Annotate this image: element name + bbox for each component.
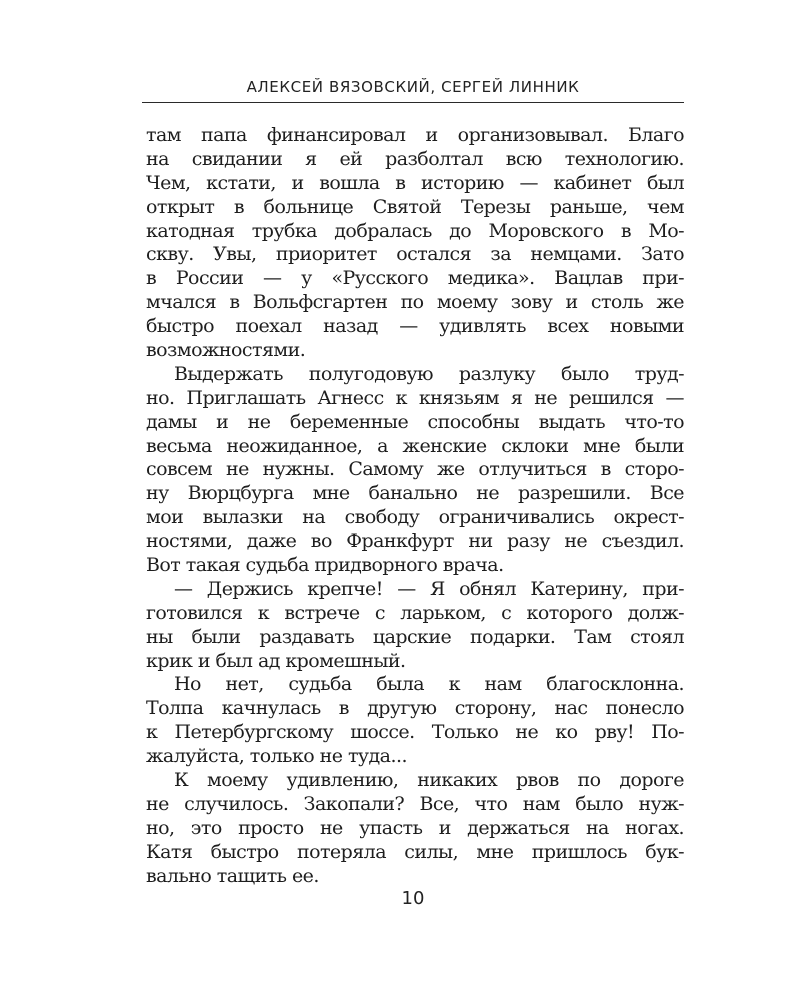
text-line: Толпа качнулась в другую сторону, нас понесло xyxy=(146,697,684,720)
text-line: в России — у «Русского медика». Вацлав при- xyxy=(146,267,684,290)
text-line: К моему удивлению, никаких рвов по дороге xyxy=(174,769,684,792)
running-head: АЛЕКСЕЙ ВЯЗОВСКИЙ, СЕРГЕЙ ЛИННИК xyxy=(246,78,580,96)
text-line: ну Вюрцбурга мне банально не разрешили. Все xyxy=(146,482,684,505)
text-line: но, это просто не упасть и держаться на ногах. xyxy=(146,816,684,839)
text-line: к Петербургскому шоссе. Только не ко рву! По- xyxy=(146,721,684,744)
text-line: там папа финансировал и организовывал. Благо xyxy=(146,124,684,146)
text-line: ны были раздавать царские подарки. Там стоял xyxy=(146,625,684,648)
text-line: скву. Увы, приоритет остался за немцами. Зато xyxy=(146,243,684,266)
text-line: дамы и не беременные способны выдать что-то xyxy=(146,410,684,433)
text-line: катодная трубка добралась до Моровского в Мо- xyxy=(146,219,684,242)
text-line: — Держись крепче! — Я обнял Катерину, при- xyxy=(174,577,684,600)
text-line: совсем не нужны. Самому же отлучиться в сторо- xyxy=(146,458,684,481)
text-line: жалуйста, только не туда... xyxy=(146,745,407,768)
text-line: быстро поехал назад — удивлять всех новыми xyxy=(146,315,684,338)
page-number: 10 xyxy=(401,888,425,909)
text-line: вально тащить ее. xyxy=(146,864,319,887)
text-line: возможностями. xyxy=(146,339,306,362)
text-line: мои вылазки на свободу ограничивались окрест- xyxy=(146,506,684,529)
text-line: готовился к встрече с ларьком, с которого долж- xyxy=(146,601,684,624)
text-line: весьма неожиданное, а женские склоки мне были xyxy=(146,434,684,457)
text-line: ностями, даже во Франкфурт ни разу не съездил. xyxy=(146,530,684,553)
text-line: мчался в Вольфсгартен по моему зову и столь же xyxy=(146,291,684,314)
text-line: Катя быстро потеряла силы, мне пришлось бук- xyxy=(146,840,684,863)
text-line: Выдержать полугодовую разлуку было труд- xyxy=(174,362,684,385)
page-text xyxy=(146,124,684,889)
text-line: Но нет, судьба была к нам благосклонна. xyxy=(174,673,684,696)
text-line: крик и был ад кромешный. xyxy=(146,649,406,672)
header-rule xyxy=(142,102,684,103)
text-line: открыт в больнице Святой Терезы раньше, чем xyxy=(146,195,684,218)
text-line: но. Приглашать Агнесс к князьям я не решился — xyxy=(146,386,684,409)
text-line: Вот такая судьба придворного врача. xyxy=(146,554,504,577)
text-line: Чем, кстати, и вошла в историю — кабинет был xyxy=(146,171,684,194)
text-line: на свидании я ей разболтал всю технологию. xyxy=(146,147,684,170)
text-line: не случилось. Закопали? Все, что нам было нуж- xyxy=(146,792,684,815)
